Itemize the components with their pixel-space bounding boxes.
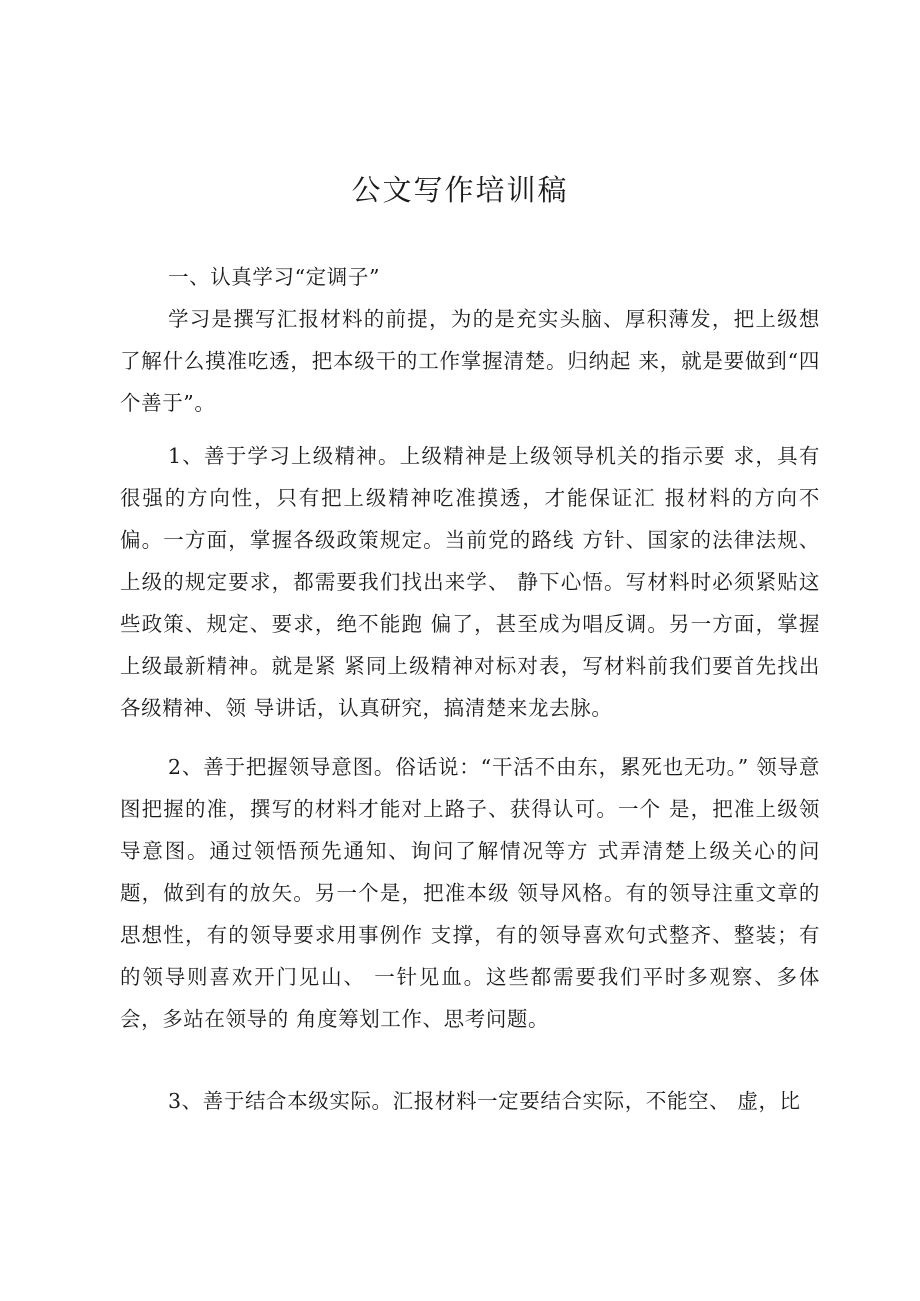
paragraph-1 [120,298,820,424]
section-heading: 一、认真学习“定调子” [168,265,381,289]
paragraph-3 [120,746,820,1040]
paragraph-2 [120,435,820,729]
paragraph-text: 3、善于结合本级实际。汇报材料一定要结合实际，不能空、 虚，比 [168,1089,801,1113]
document-title: 公文写作培训稿 [351,173,569,207]
paragraph-text: 学习是撰写汇报材料的前提，为的是充实头脑、厚积薄发，把上级想了解什么摸准吃透，把本级干的工作掌握清楚。归纳起 来，就是要做到“四个善于”。 [120,307,820,415]
paragraph-4 [120,1080,820,1122]
paragraph-text: 1、善于学习上级精神。上级精神是上级领导机关的指示要 求，具有很强的方向性，只有把上级精神吃准摸透，才能保证汇 报材料的方向不偏。一方面，掌握各级政策规定。当前党的路线 方针、国家的法律法规、上级的规定要求，都需要我们找出来学、 静下心悟。写材料时必须紧贴这些政策、规定、要求，绝不能跑 偏了，甚至成为唱反调。另一方面，掌握上级最新精神。就是紧 紧同上级精神对标对表，写材料前我们要首先找出各级精神、领 导讲话，认真研究，搞清楚来龙去脉。 [120,444,820,720]
paragraph-text: 2、善于把握领导意图。俗话说：“干活不由东，累死也无功。” 领导意图把握的准，撰写的材料才能对上路子、获得认可。一个 是，把准上级领导意图。通过领悟预先通知、询问了解情况等方 式弄清楚上级关心的问题，做到有的放矢。另一个是，把准本级 领导风格。有的领导注重文章的思想性，有的领导要求用事例作 支撑，有的领导喜欢句式整齐、整装；有的领导则喜欢开门见山、 一针见血。这些都需要我们平时多观察、多体会，多站在领导的 角度筹划工作、思考问题。 [120,755,820,1031]
